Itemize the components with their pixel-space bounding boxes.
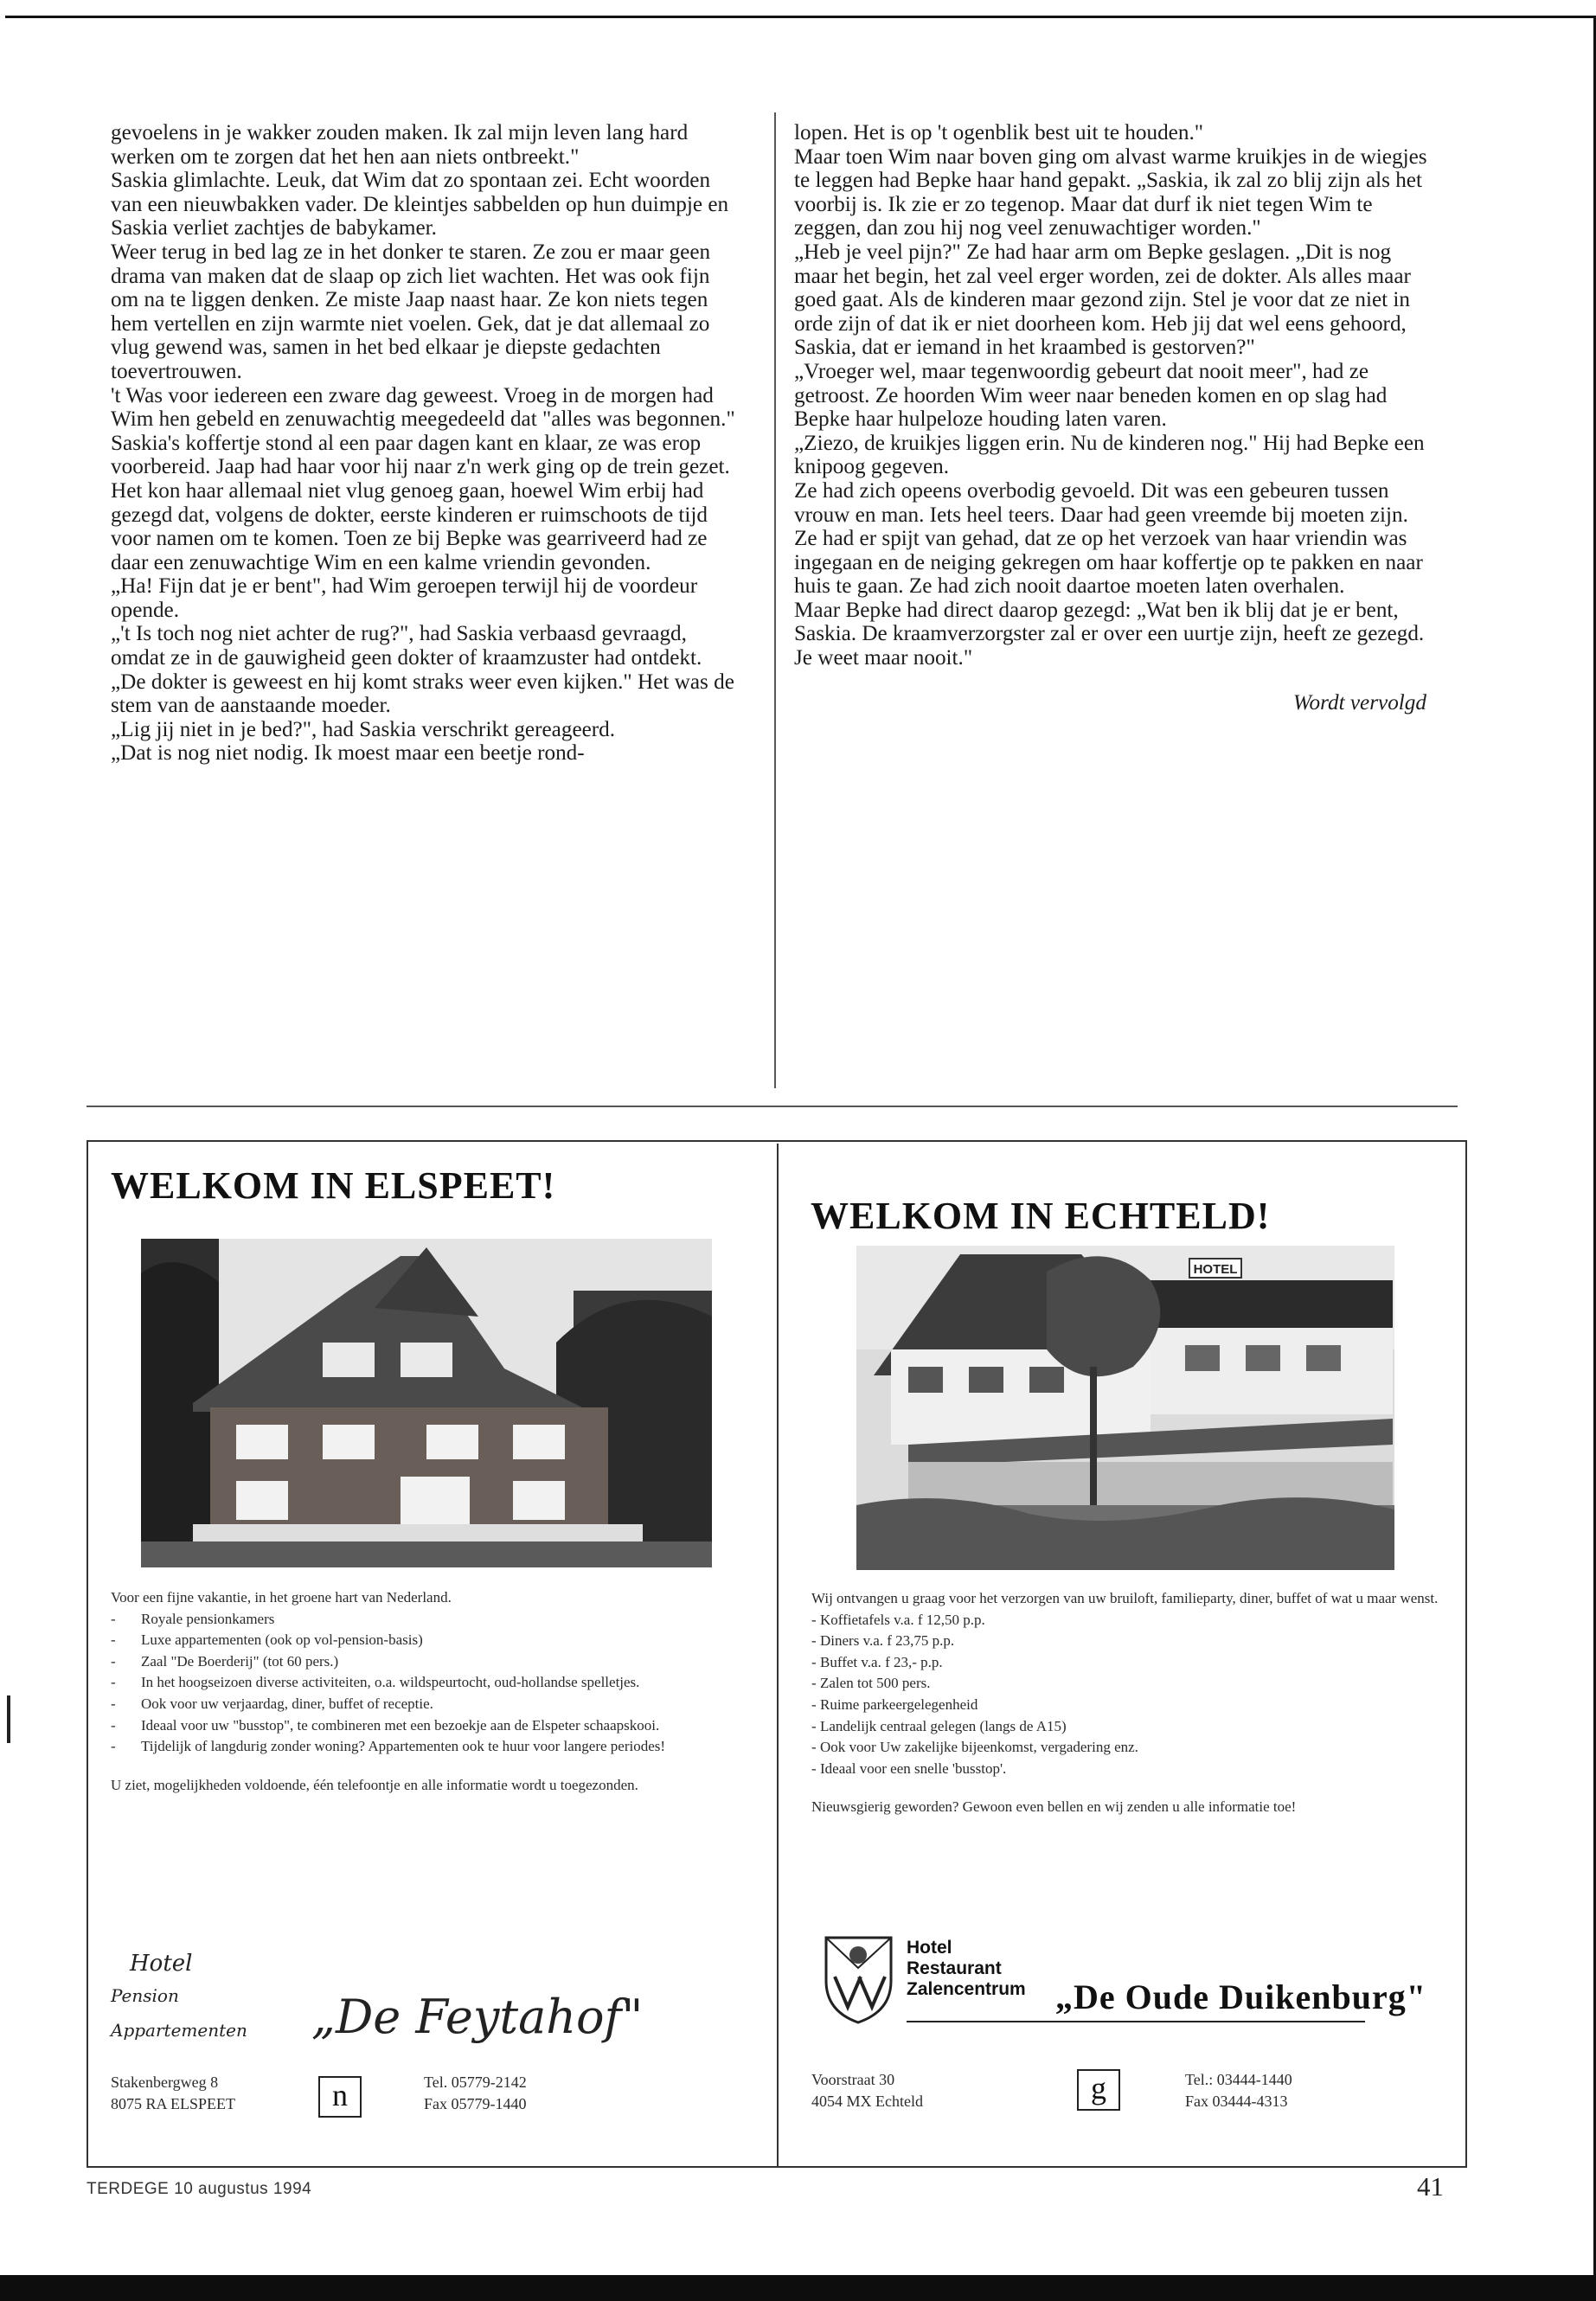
ad-elspeet-list: [111, 1609, 751, 1758]
ad-echteld-logo-stack: [907, 1938, 1026, 2000]
story-paragraph: „De dokter is geweest en hij komt straks weer even kijken." Het was de stem van de aanstaande moeder.: [111, 670, 734, 718]
to-be-continued: Wordt vervolgd: [1292, 690, 1426, 715]
story-column-right: [794, 121, 1430, 1099]
story-paragraph: Maar toen Wim naar boven ging om alvast warme kruikjes in de wiegjes te leggen had Bepke haar hand gepakt. „Saskia, ik zal zo blij zijn als het voorbij is. Ik zie er zo tegenop. Maar dat durf ik niet tegen Wim te zeggen, dan zou hij nog veel zenuwachtiger worden.": [794, 144, 1427, 240]
list-item: - Luxe appartementen (ook op vol-pension-basis): [111, 1630, 751, 1651]
address-line: 8075 RA ELSPEET: [111, 2095, 236, 2112]
list-item: - Landelijk centraal gelegen (langs de A15): [811, 1716, 1460, 1738]
ad-elspeet-text: [111, 1587, 751, 1796]
list-item: - Ook voor Uw zakelijke bijeenkomst, vergadering enz.: [811, 1737, 1460, 1759]
ad-echteld-logo-name: „De Oude Duikenburg": [1055, 1977, 1426, 2016]
ad-elspeet-intro: Voor een fijne vakantie, in het groene hart van Nederland.: [111, 1589, 452, 1606]
crest-icon: [817, 1929, 900, 2024]
list-item: - Buffet v.a. f 23,- p.p.: [811, 1652, 1460, 1674]
list-item: - Royale pensionkamers: [111, 1609, 751, 1631]
story-paragraph: „'t Is toch nog niet achter de rug?", had Saskia verbaasd gevraagd, omdat ze in de gauwigheid geen dokter of kraamzuster had ontdekt.: [111, 622, 702, 670]
list-item: - Ideaal voor uw "busstop", te combineren met een bezoekje aan de Elspeter schaapskooi.: [111, 1715, 751, 1737]
bottom-bar: [0, 2275, 1596, 2301]
list-item: - Koffietafels v.a. f 12,50 p.p.: [811, 1610, 1460, 1631]
ad-echteld-badge: g: [1077, 2069, 1120, 2111]
ad-echteld-closing: Nieuwsgierig geworden? Gewoon even bellen en wij zenden u alle informatie toe!: [811, 1798, 1297, 1816]
list-item: - Ook voor uw verjaardag, diner, buffet of receptie.: [111, 1694, 751, 1715]
story-paragraph: 't Was voor iedereen een zware dag geweest. Vroeg in de morgen had Wim hen gebeld en zenuwachtig meegedeeld dat "alles was begonnen.": [111, 383, 735, 432]
publication-footer: TERDEGE 10 augustus 1994: [87, 2180, 312, 2198]
list-item: - In het hoogseizoen diverse activiteiten, o.a. wildspeurtocht, oud-hollandse spelletjes.: [111, 1672, 751, 1694]
ad-elspeet-logo-name: „De Feytahof": [311, 1990, 644, 2044]
logo-word: Zalencentrum: [907, 1979, 1026, 1999]
address-line: 4054 MX Echteld: [811, 2093, 923, 2110]
story-paragraph: lopen. Het is op 't ogenblik best uit te houden.": [794, 121, 1204, 144]
story-column-left: [111, 121, 742, 1099]
story-paragraph: „Dat is nog niet nodig. Ik moest maar een beetje rond-: [111, 741, 585, 766]
list-item: - Zaal "De Boerderij" (tot 60 pers.): [111, 1651, 751, 1673]
logo-line-pension: Pension: [111, 1985, 179, 2006]
address-line: Stakenbergweg 8: [111, 2073, 219, 2091]
list-item: - Zalen tot 500 pers.: [811, 1673, 1460, 1695]
hotel-sign-text: HOTEL: [1193, 1262, 1238, 1277]
logo-underline: [907, 2021, 1365, 2022]
ad-echteld-phone: [1185, 2069, 1292, 2112]
ad-elspeet-address: [111, 2072, 235, 2115]
story-paragraph: „Ziezo, de kruikjes liggen erin. Nu de kinderen nog." Hij had Bepke een knipoog gegeven.: [794, 431, 1425, 479]
logo-line-hotel: Hotel: [130, 1951, 193, 1977]
address-line: Voorstraat 30: [811, 2071, 895, 2088]
ad-elspeet-photo: [141, 1239, 712, 1567]
ad-elspeet-title: WELKOM IN ELSPEET!: [111, 1164, 556, 1207]
advertisement-divider: [777, 1144, 779, 2166]
list-item: - Tijdelijk of langdurig zonder woning? Appartementen ook te huur voor langere periodes!: [111, 1736, 751, 1758]
ad-elspeet-phone: [424, 2072, 527, 2115]
logo-line-appartementen: Appartementen: [111, 2020, 247, 2041]
phone-line: Fax 05779-1440: [424, 2095, 527, 2112]
story-paragraph: „Ha! Fijn dat je er bent", had Wim geroepen terwijl hij de voordeur opende.: [111, 574, 698, 622]
story-paragraph: „Heb je veel pijn?" Ze had haar arm om Bepke geslagen. „Dit is nog maar het begin, het zal veel erger worden, zei de dokter. Als alles maar goed gaat. Als de kinderen maar gezond zijn. Stel je voor dat ze niet in orde zijn of dat ik er niet doorheen kom. Heb jij dat wel eens gehoord, Saskia, dat er iemand in het kraambed is gestorven?": [794, 240, 1411, 360]
ad-echteld-list: [811, 1610, 1460, 1780]
ad-echteld-title: WELKOM IN ECHTELD!: [811, 1195, 1271, 1237]
story-paragraph: Saskia's koffertje stond al een paar dagen kant en klaar, ze was erop voorbereid. Jaap had haar voor hij naar z'n werk ging op de trein gezet. Het kon haar allemaal niet vlug genoeg gaan, hoewel Wim erbij had gezegd dat, volgens de dokter, eerste kinderen er ruimschoots de tijd voor namen om te komen. Toen ze bij Bepke was gearriveerd had ze daar een zenuwachtige Wim en een kalme vriendin gevonden.: [111, 431, 730, 574]
story-paragraph: gevoelens in je wakker zouden maken. Ik zal mijn leven lang hard werken om te zorgen dat het hen aan niets ontbreekt.": [111, 121, 689, 169]
logo-word: Hotel: [907, 1938, 952, 1958]
story-paragraph: „Vroeger wel, maar tegenwoordig gebeurt dat nooit meer", had ze getroost. Ze hoorden Wim weer naar beneden komen en op slag had Bepke haar hulpeloze houding laten varen.: [794, 359, 1388, 432]
phone-line: Tel. 05779-2142: [424, 2073, 527, 2091]
list-item: - Ideaal voor een snelle 'busstop'.: [811, 1759, 1460, 1780]
logo-word: Restaurant: [907, 1958, 1002, 1978]
page-number: 41: [1417, 2171, 1444, 2202]
story-paragraph: Weer terug in bed lag ze in het donker te staren. Ze zou er maar geen drama van maken dat de slaap op zich liet wachten. Het was ook fijn om na te liggen denken. Ze miste Jaap naast haar. Ze kon niets tegen hem vertellen en zijn warmte niet voelen. Gek, dat je dat allemaal zo vlug gewend was, samen in het bed elkaar je diepste gedachten toevertrouwen.: [111, 240, 711, 383]
phone-line: Tel.: 03444-1440: [1185, 2071, 1292, 2088]
ad-echteld-text: [811, 1588, 1460, 1818]
story-paragraph: Saskia glimlachte. Leuk, dat Wim dat zo spontaan zei. Echt woorden van een nieuwbakken vader. De kleintjes sabbelden op hun duimpje en Saskia verliet zachtjes de babykamer.: [111, 169, 729, 240]
phone-line: Fax 03444-4313: [1185, 2093, 1288, 2110]
ad-elspeet-closing: U ziet, mogelijkheden voldoende, één telefoontje en alle informatie wordt u toegezonden.: [111, 1776, 638, 1793]
ad-echteld-intro: Wij ontvangen u graag voor het verzorgen van uw bruiloft, familieparty, diner, buffet of wat u maar wenst.: [811, 1590, 1439, 1606]
ad-echteld-address: [811, 2069, 923, 2112]
list-item: - Diners v.a. f 23,75 p.p.: [811, 1631, 1460, 1652]
section-rule: [87, 1106, 1458, 1107]
list-item: - Ruime parkeergelegenheid: [811, 1695, 1460, 1716]
story-paragraph: Maar Bepke had direct daarop gezegd: „Wat ben ik blij dat je er bent, Saskia. De kraamverzorgster zal er over een uurtje zijn, heeft ze gezegd. Je weet maar nooit.": [794, 598, 1425, 670]
story-paragraph: Ze had zich opeens overbodig gevoeld. Dit was een gebeuren tussen vrouw en man. Iets heel teers. Daar had geen vreemde bij moeten zijn. Ze had er spijt van gehad, dat ze op het verzoek van haar vriendin was ingegaan en de neiging gekregen om haar koffertje op te pakken en naar huis te gaan. Ze had zich nooit daartoe moeten laten overhalen.: [794, 478, 1423, 599]
story-paragraph: „Lig jij niet in je bed?", had Saskia verschrikt gereageerd.: [111, 717, 616, 741]
column-rule: [774, 112, 776, 1088]
ad-echteld-photo: [856, 1246, 1394, 1570]
margin-mark: [7, 1695, 10, 1743]
ad-elspeet-badge: n: [318, 2076, 362, 2118]
